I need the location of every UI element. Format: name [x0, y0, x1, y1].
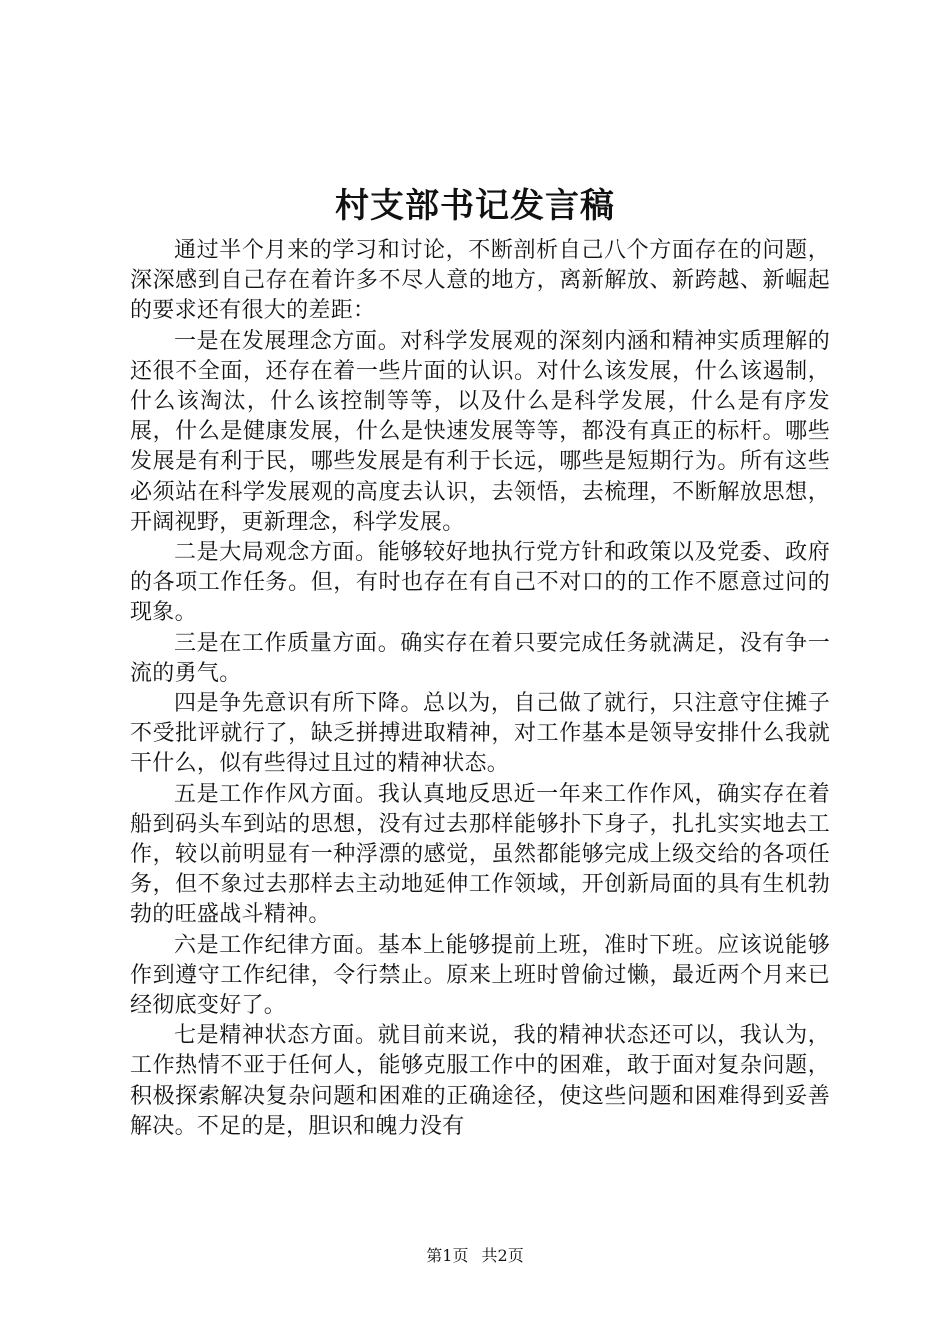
page-number-current: 第1页 — [426, 1246, 469, 1265]
page-footer — [0, 1244, 950, 1268]
paragraph-1: 一是在发展理念方面。对科学发展观的深刻内涵和精神实质理解的还很不全面，还存在着一些片面的认识。对什么该发展，什么该遏制，什么该淘汰，什么该控制等等，以及什么是科学发展，什么是有序发展，什么是健康发展，什么是快速发展等等，都没有真正的标杆。哪些发展是有利于民，哪些发展是有利于长远，哪些是短期行为。所有这些必须站在科学发展观的高度去认识，去领悟，去梳理，不断解放思想，开阔视野，更新理念，科学发展。 — [130, 328, 830, 535]
page-number-total: 共2页 — [481, 1246, 524, 1265]
paragraph-5: 五是工作作风方面。我认真地反思近一年来工作作风，确实存在着船到码头车到站的思想，没有过去那样能够扑下身子，扎扎实实地去工作，较以前明显有一种浮漂的感觉，虽然都能够完成上级交给的各项任务，但不象过去那样去主动地延伸工作领域，开创新局面的具有生机勃勃的旺盛战斗精神。 — [130, 781, 830, 928]
paragraph-4: 四是争先意识有所下降。总以为，自己做了就行，只注意守住摊子不受批评就行了，缺乏拼搏进取精神，对工作基本是领导安排什么我就干什么，似有些得过且过的精神状态。 — [130, 691, 830, 777]
paragraph-2: 二是大局观念方面。能够较好地执行党方针和政策以及党委、政府的各项工作任务。但，有时也存在有自己不对口的的工作不愿意过问的现象。 — [130, 540, 830, 626]
paragraph-intro: 通过半个月来的学习和讨论，不断剖析自己八个方面存在的问题，深深感到自己存在着许多不尽人意的地方，离新解放、新跨越、新崛起的要求还有很大的差距： — [130, 238, 830, 324]
paragraph-7: 七是精神状态方面。就目前来说，我的精神状态还可以，我认为，工作热情不亚于任何人，能够克服工作中的困难，敢于面对复杂问题，积极探索解决复杂问题和困难的正确途径，使这些问题和困难得到妥善解决。不足的是，胆识和魄力没有 — [130, 1023, 830, 1139]
paragraph-3: 三是在工作质量方面。确实存在着只要完成任务就满足，没有争一流的勇气。 — [130, 630, 830, 686]
document-title: 村支部书记发言稿 — [335, 186, 615, 226]
paragraph-6: 六是工作纪律方面。基本上能够提前上班，准时下班。应该说能够作到遵守工作纪律，令行禁止。原来上班时曾偷过懒，最近两个月来已经彻底变好了。 — [130, 932, 830, 1019]
document-body — [130, 236, 830, 1186]
